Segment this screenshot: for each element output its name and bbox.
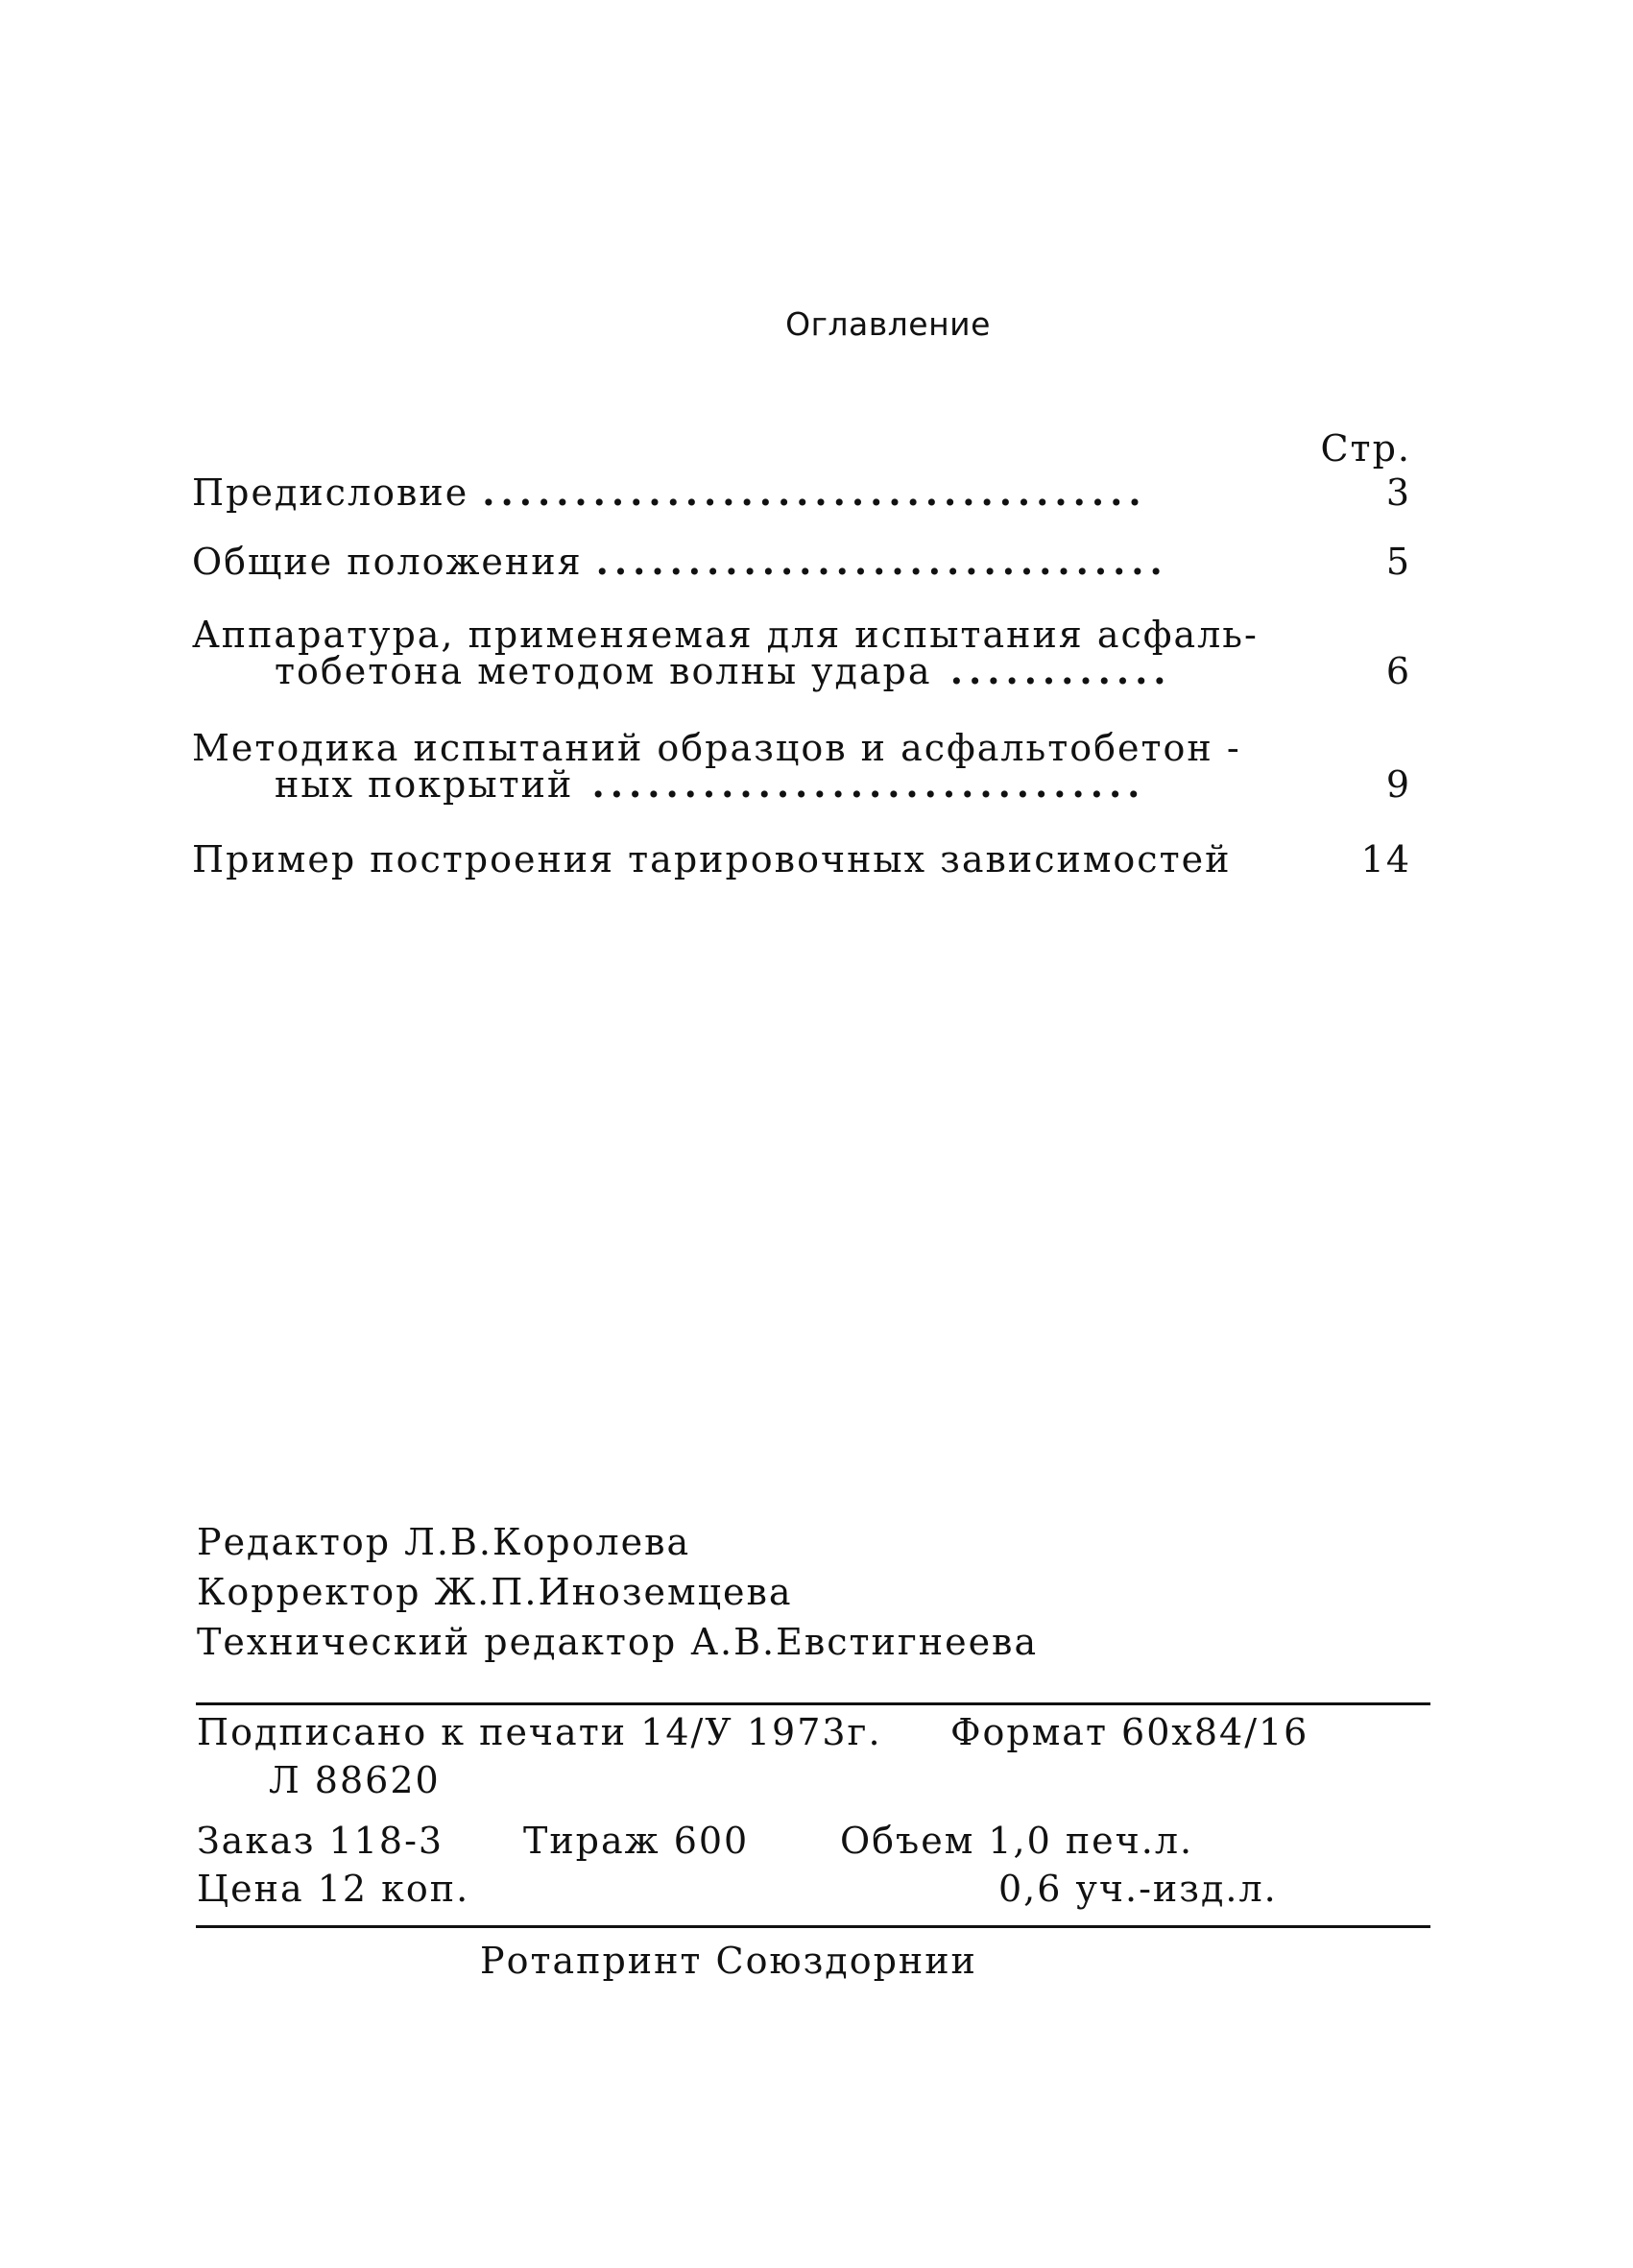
imprint-price: Цена 12 коп. <box>197 1868 470 1910</box>
imprint-volume-print: Объем 1,0 печ.л. <box>840 1820 1194 1862</box>
tech-editor-credit: Технический редактор А.В.Евстигнеева <box>197 1621 1039 1663</box>
proofreader-credit: Корректор Ж.П.Иноземцева <box>197 1571 793 1613</box>
toc-entry-title: Общие положения <box>192 541 583 583</box>
imprint-volume-pub: 0,6 уч.-изд.л. <box>998 1868 1278 1910</box>
imprint-license: Л 88620 <box>269 1759 441 1801</box>
toc-entry-page: 3 <box>1385 471 1411 514</box>
toc-entry-title: Предисловие <box>192 471 469 514</box>
toc-entry-page: 14 <box>1360 838 1411 881</box>
printer-name: Ротапринт Союздорнии <box>480 1940 977 1982</box>
toc-entry-general[interactable] <box>192 540 1411 583</box>
toc-entry-title-line1: Методика испытаний образцов и асфальтобетон - <box>192 727 1241 769</box>
toc-entry-title-line2: ных покрытий <box>275 763 574 806</box>
page-column-label: Стр. <box>1320 427 1411 470</box>
dot-leader: .............................. <box>573 762 1146 806</box>
toc-entry-title-line2: тобетона методом волны удара <box>275 650 932 692</box>
dot-leader: ............................... <box>595 540 1168 583</box>
toc-entry-page: 5 <box>1385 541 1411 583</box>
editor-credit: Редактор Л.В.Королева <box>197 1521 691 1563</box>
toc-entry-preface[interactable] <box>192 470 1411 514</box>
toc-entry-page: 6 <box>1385 650 1411 692</box>
imprint-print-run: Тираж 600 <box>523 1820 750 1862</box>
toc-entry-methods[interactable] <box>192 727 1411 806</box>
credits-block <box>197 1517 1038 1667</box>
table-of-contents <box>192 422 1411 881</box>
imprint-order: Заказ 118-3 <box>197 1820 444 1862</box>
toc-entry-title-line1: Аппаратура, применяемая для испытания асфаль- <box>192 614 1259 656</box>
imprint-format: Формат 60х84/16 <box>950 1711 1309 1753</box>
toc-entry-apparatus[interactable] <box>192 614 1411 692</box>
toc-title: Оглавление <box>785 305 991 343</box>
imprint-signed: Подписано к печати 14/У 1973г. <box>197 1711 882 1753</box>
toc-entry-page: 9 <box>1385 763 1411 806</box>
divider-bottom <box>196 1925 1430 1928</box>
divider-top <box>196 1702 1430 1705</box>
dot-leader: ............ <box>931 649 1172 692</box>
toc-entry-example[interactable] <box>192 838 1411 881</box>
dot-leader: .................................... <box>482 470 1147 514</box>
toc-entry-title: Пример построения тарировочных зависимостей <box>192 838 1232 881</box>
